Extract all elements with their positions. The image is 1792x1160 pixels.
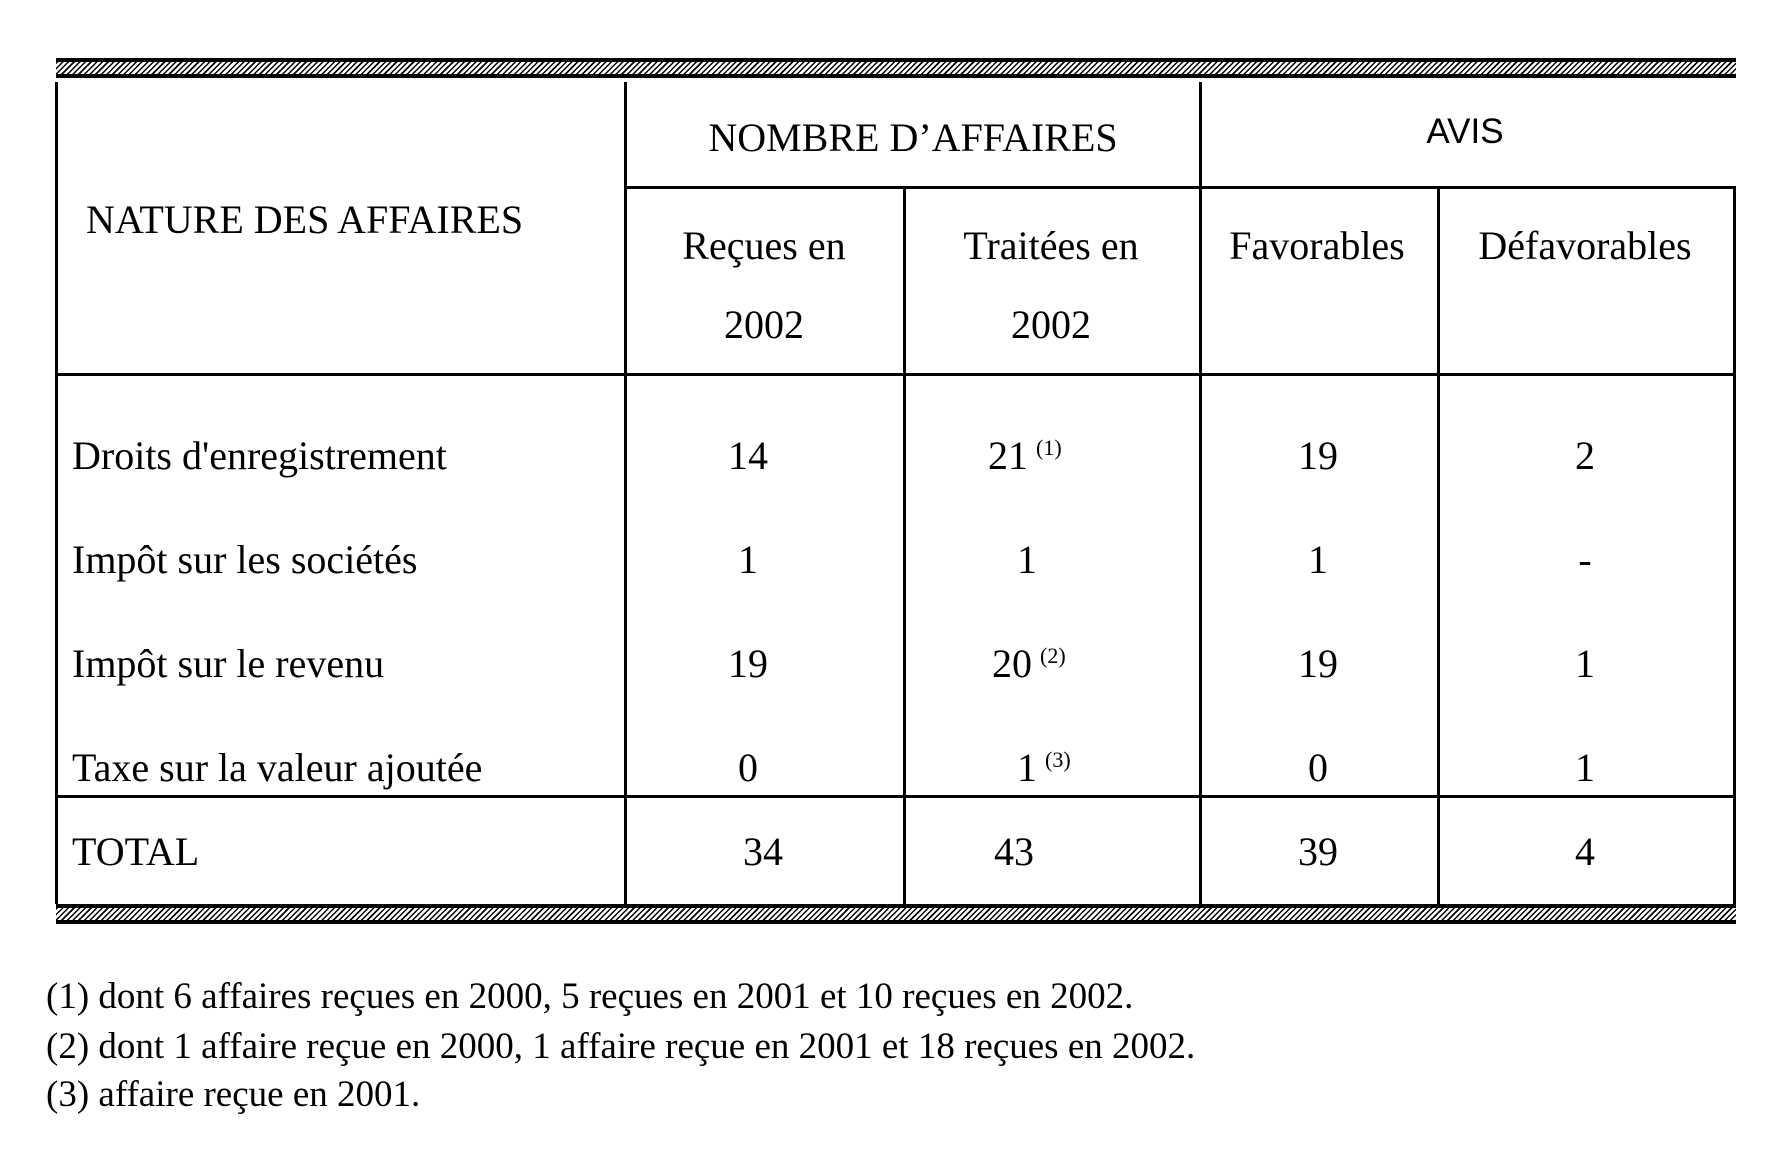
cell-traitees (988, 433, 1062, 478)
header-traitees-line2: 2002 (1011, 302, 1091, 347)
grid-line (1199, 82, 1202, 904)
cell-recues: 19 (728, 641, 768, 686)
grid-line (55, 373, 1736, 376)
cell-favorables: 1 (1308, 537, 1328, 582)
table-bottom-border (56, 904, 1736, 924)
header-favorables: Favorables (1229, 223, 1405, 268)
total-defavorables: 4 (1575, 829, 1595, 874)
cell-favorables: 0 (1308, 745, 1328, 790)
total-label: TOTAL (72, 829, 200, 874)
traitees-value: 1 (1017, 537, 1037, 582)
cell-traitees (1017, 745, 1071, 790)
row-label: Impôt sur le revenu (72, 641, 385, 686)
header-avis: AVIS (1426, 112, 1504, 151)
cell-traitees (1017, 537, 1037, 582)
footnote: (1) dont 6 affaires reçues en 2000, 5 reçues en 2001 et 10 reçues en 2002. (46, 976, 1134, 1017)
total-traitees: 43 (994, 829, 1034, 874)
cell-recues: 14 (728, 433, 768, 478)
cell-defavorables: 1 (1575, 641, 1595, 686)
header-recues-line1: Reçues en (682, 223, 846, 268)
footnote: (3) affaire reçue en 2001. (46, 1074, 421, 1115)
header-traitees-line1: Traitées en (963, 223, 1139, 268)
grid-line (55, 82, 58, 904)
header-recues-line2: 2002 (724, 302, 804, 347)
footnote: (2) dont 1 affaire reçue en 2000, 1 affaire reçue en 2001 et 18 reçues en 2002. (46, 1026, 1196, 1067)
footnote-ref: (1) (1036, 435, 1062, 460)
grid-line (624, 82, 627, 904)
cell-recues: 1 (738, 537, 758, 582)
total-favorables: 39 (1298, 829, 1338, 874)
traitees-value: 20 (992, 641, 1032, 686)
cell-defavorables: 1 (1575, 745, 1595, 790)
grid-line (55, 795, 1736, 798)
cell-defavorables: - (1578, 537, 1592, 582)
footnote-ref: (3) (1045, 747, 1071, 772)
traitees-value: 21 (988, 433, 1028, 478)
cell-traitees (992, 641, 1066, 686)
table-top-border (56, 58, 1736, 78)
row-label: Taxe sur la valeur ajoutée (72, 745, 483, 790)
grid-line (624, 186, 1736, 189)
footnote-ref: (2) (1040, 643, 1066, 668)
cell-favorables: 19 (1298, 433, 1338, 478)
traitees-value: 1 (1017, 745, 1037, 790)
cell-recues: 0 (738, 745, 758, 790)
header-nombre: NOMBRE D’AFFAIRES (708, 115, 1118, 160)
row-label: Droits d'enregistrement (72, 433, 447, 478)
row-label: Impôt sur les sociétés (72, 537, 418, 582)
header-nature: NATURE DES AFFAIRES (86, 197, 524, 242)
header-defavorables: Défavorables (1478, 223, 1692, 268)
cell-favorables: 19 (1298, 641, 1338, 686)
cell-defavorables: 2 (1575, 433, 1595, 478)
total-recues: 34 (743, 829, 783, 874)
